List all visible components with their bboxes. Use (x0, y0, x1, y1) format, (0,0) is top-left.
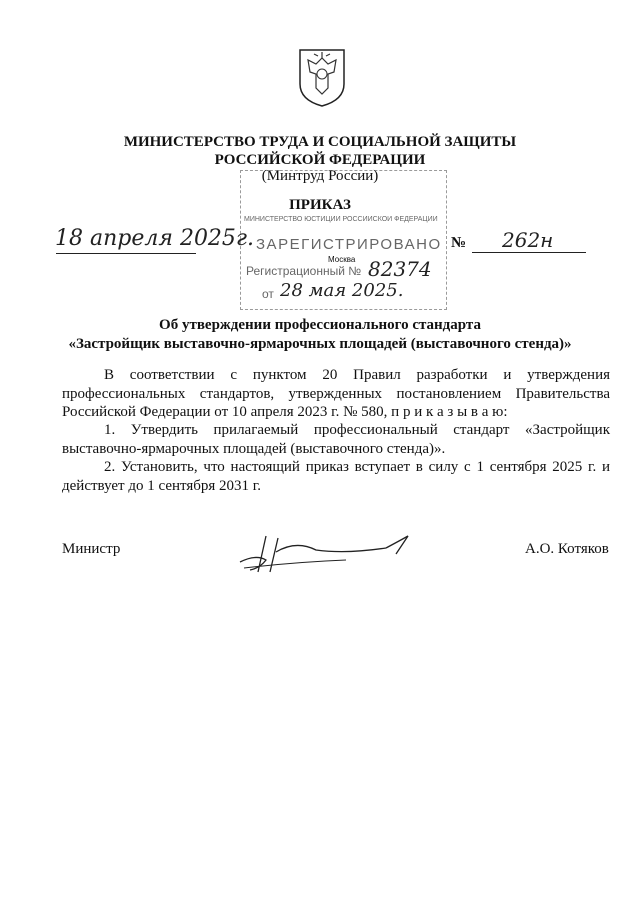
item-1-paragraph: 1. Утвердить прилагаемый профессиональный стандарт «Застройщик выставочно-ярмарочных площадей (выставочного стенда)». (62, 422, 610, 457)
stamp-date: 28 мая 2025. (280, 280, 404, 301)
stamp-reg-number: 82374 (368, 257, 432, 281)
order-number: 262н (502, 228, 554, 252)
number-underline (472, 252, 586, 253)
signature-icon (236, 532, 416, 576)
signer-name: А.О. Котяков (525, 541, 609, 557)
preamble-paragraph: В соответствии с пунктом 20 Правил разработки и утверждения профессиональных стандартов, утвержденных постановлением Правительства Российской Федерации от 10 апреля 2023 г. № 580, п р и к а з ы в а ю: (62, 367, 610, 420)
order-title-line1: Об утверждении профессионального стандарта (159, 317, 481, 333)
stamp-ministry: МИНИСТЕРСТВО ЮСТИЦИИ РОССИЙСКОЙ ФЕДЕРАЦИИ (244, 216, 438, 223)
signer-position: Министр (62, 541, 121, 557)
ministry-short-name: (Минтруд России) (261, 168, 379, 184)
date-underline (56, 253, 196, 254)
doc-type: ПРИКАЗ (289, 197, 351, 213)
stamp-city: Москва (328, 255, 356, 264)
coat-of-arms-icon (296, 44, 348, 108)
number-label: № (451, 235, 467, 251)
stamp-date-prefix: от (262, 287, 274, 301)
order-title-line2: «Застройщик выставочно-ярмарочных площадей (выставочного стенда)» (68, 336, 572, 352)
order-date: 18 апреля 2025г. (55, 226, 255, 251)
item-2-paragraph: 2. Установить, что настоящий приказ вступает в силу с 1 сентября 2025 г. и действует до 1 сентября 2031 г. (62, 459, 610, 494)
ministry-name-line2: РОССИЙСКОЙ ФЕДЕРАЦИИ (214, 152, 426, 168)
stamp-reg-label: Регистрационный № (246, 264, 362, 278)
ministry-name-line1: МИНИСТЕРСТВО ТРУДА И СОЦИАЛЬНОЙ ЗАЩИТЫ (123, 134, 517, 150)
stamp-status: ЗАРЕГИСТРИРОВАНО (256, 236, 442, 253)
